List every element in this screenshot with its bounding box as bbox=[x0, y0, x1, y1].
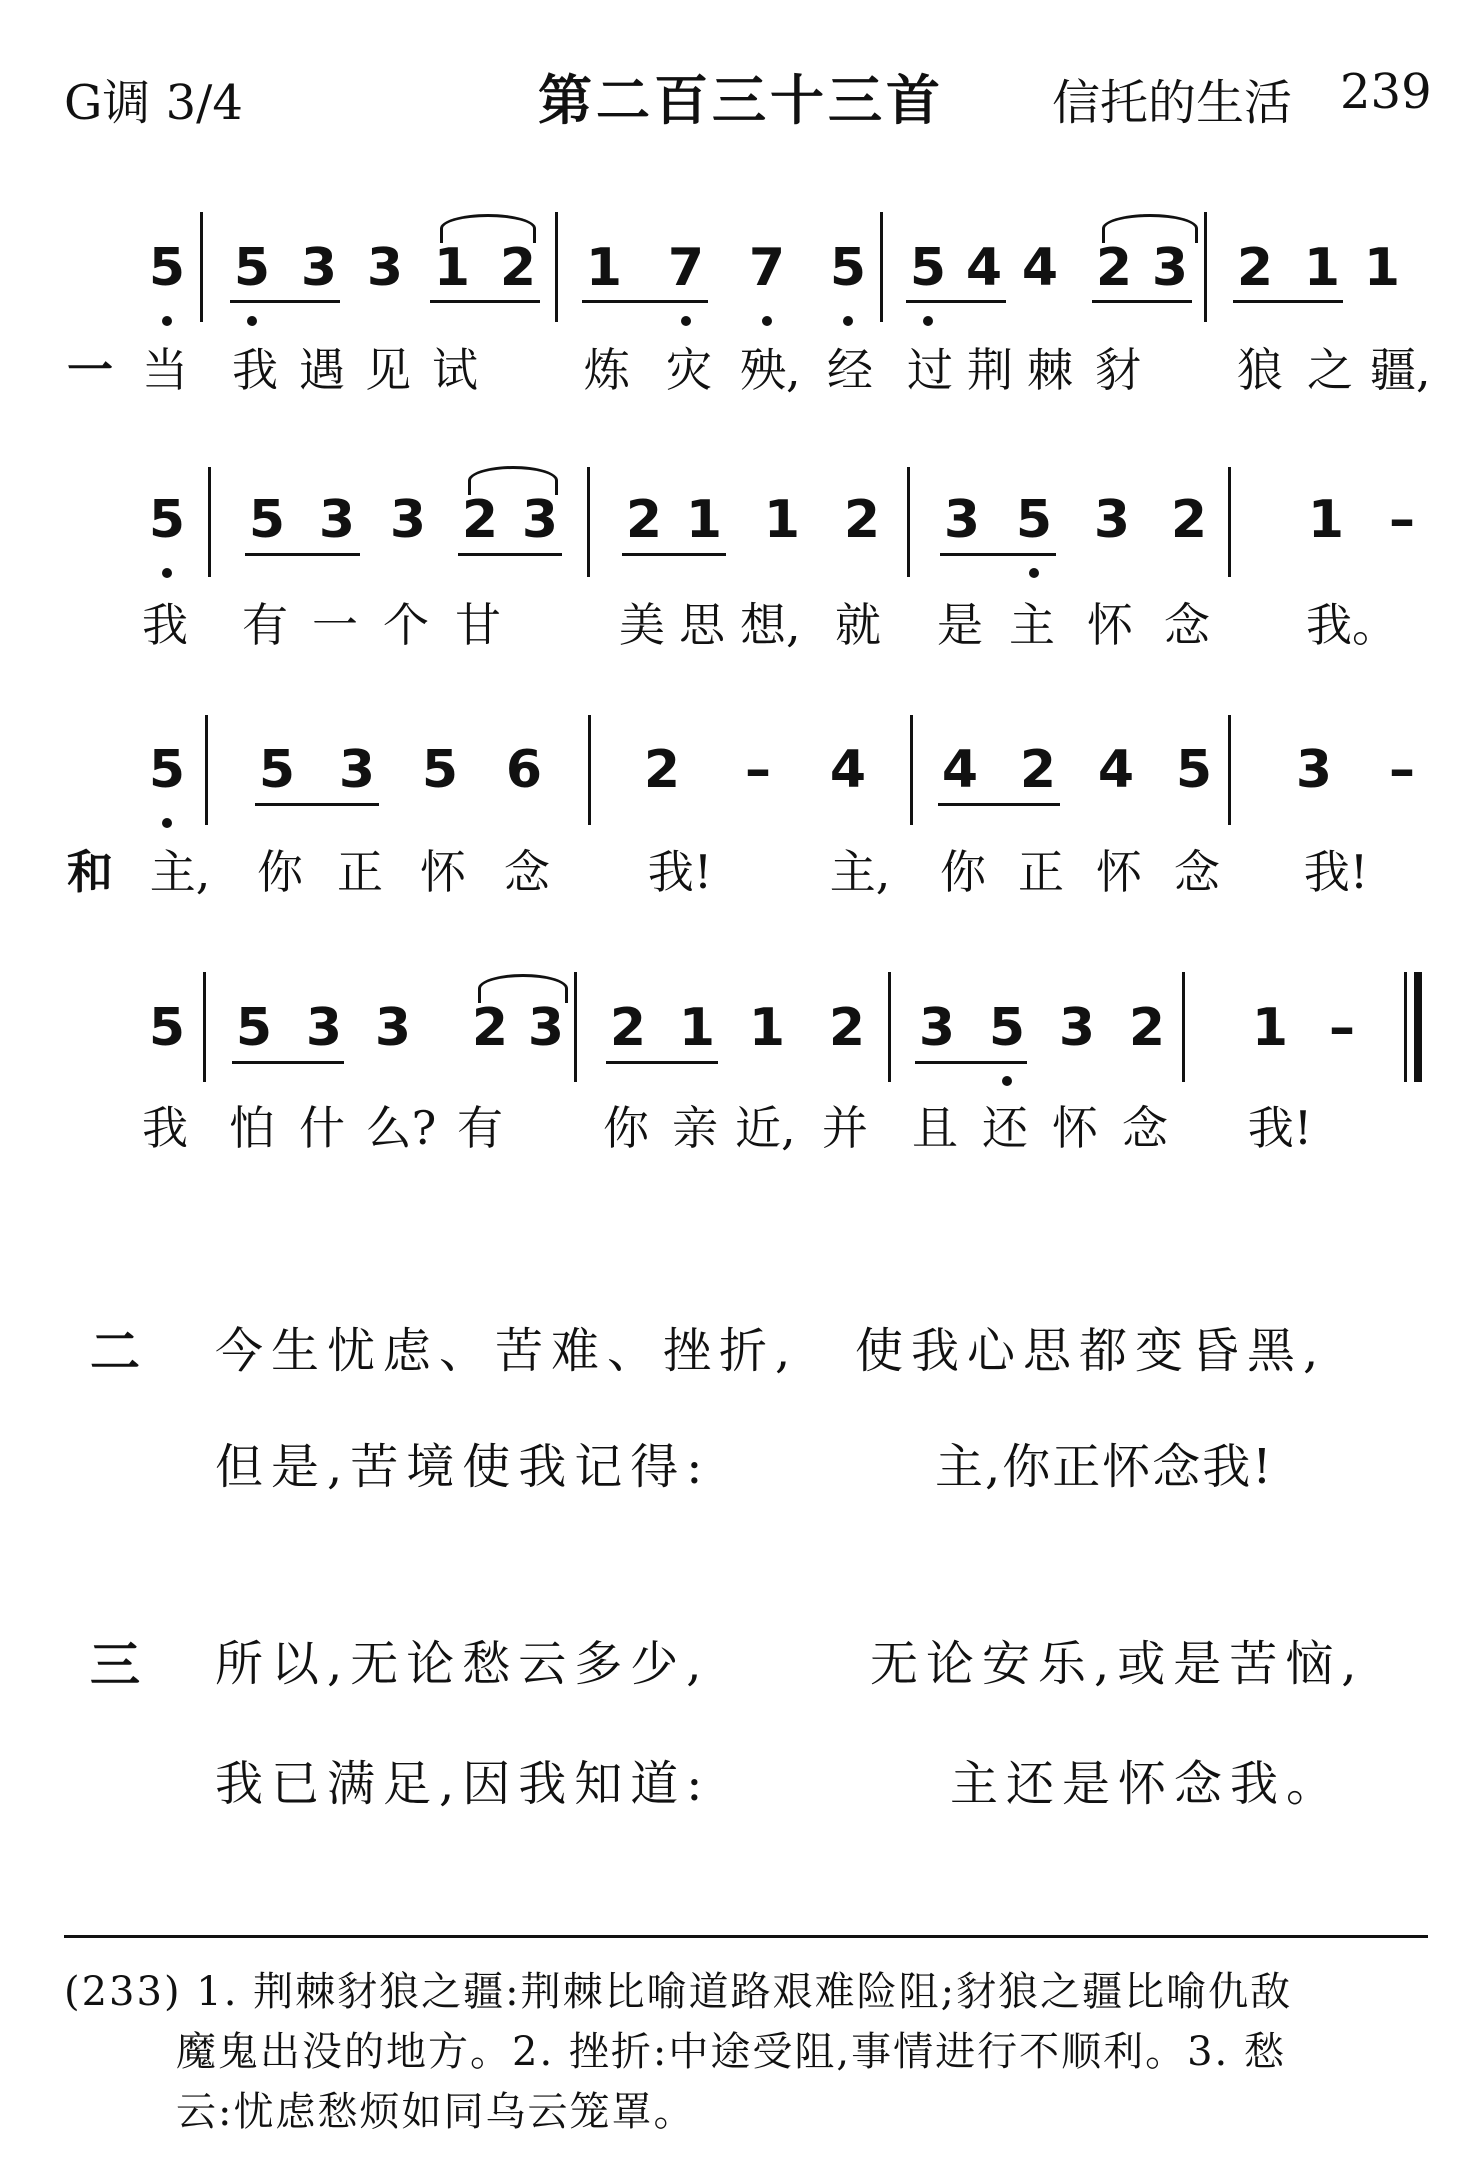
bar-line bbox=[208, 467, 211, 577]
key-time-signature: G调 3/4 bbox=[64, 75, 243, 131]
note: 1 bbox=[585, 238, 623, 298]
hymn-category: 信托的生活 bbox=[1052, 75, 1293, 131]
slur bbox=[1102, 214, 1198, 243]
note: 5 bbox=[148, 740, 186, 800]
lyric: 我! bbox=[1247, 1101, 1313, 1155]
lyric: 炼 bbox=[584, 343, 630, 397]
verse-line: 使我心思都变昏黑, bbox=[855, 1323, 1327, 1379]
lyric: 就 bbox=[835, 598, 881, 652]
note: 1 bbox=[433, 238, 471, 298]
note: 2 bbox=[1170, 490, 1208, 550]
bar-line bbox=[200, 212, 203, 322]
note: 2 bbox=[843, 490, 881, 550]
lyric: 当 bbox=[142, 343, 188, 397]
bar-line bbox=[910, 715, 913, 825]
note: 3 bbox=[1151, 238, 1189, 298]
note: 5 bbox=[421, 740, 459, 800]
note: 5 bbox=[829, 238, 867, 298]
lower-octave-dot bbox=[162, 818, 172, 828]
hymn-title: 第二百三十三首 bbox=[538, 69, 944, 132]
verse-number: 二 bbox=[90, 1323, 140, 1381]
lyric: 我。 bbox=[1306, 598, 1398, 652]
note: 3 bbox=[1058, 998, 1096, 1058]
lyric: 疆, bbox=[1370, 343, 1431, 397]
lyric: 并 bbox=[822, 1101, 868, 1155]
note: 3 bbox=[318, 490, 356, 550]
note: 4 bbox=[1097, 740, 1135, 800]
final-bar-thick bbox=[1414, 972, 1422, 1082]
lyric: 个 bbox=[383, 598, 429, 652]
bar-line bbox=[1228, 467, 1231, 577]
verse-line: 无论安乐,或是苦恼, bbox=[870, 1636, 1365, 1692]
lyric: 我 bbox=[142, 1101, 188, 1155]
lyric: 念 bbox=[1174, 845, 1220, 899]
note: 5 bbox=[248, 490, 286, 550]
note: 3 bbox=[918, 998, 956, 1058]
footnote-divider bbox=[64, 1935, 1428, 1938]
beam bbox=[938, 803, 1060, 806]
dash: – bbox=[1329, 998, 1355, 1058]
lyric: 荆 bbox=[967, 343, 1013, 397]
lyric: 是 bbox=[937, 598, 983, 652]
note: 1 bbox=[1363, 238, 1401, 298]
note: 7 bbox=[748, 238, 786, 298]
lower-octave-dot bbox=[247, 316, 257, 326]
bar-line bbox=[574, 972, 577, 1082]
note: 3 bbox=[1093, 490, 1131, 550]
note: 1 bbox=[1251, 998, 1289, 1058]
note: 3 bbox=[338, 740, 376, 800]
note: 5 bbox=[258, 740, 296, 800]
note: 7 bbox=[667, 238, 705, 298]
lyric: 棘 bbox=[1027, 343, 1073, 397]
lyric: 想, bbox=[740, 598, 801, 652]
note: 4 bbox=[1021, 238, 1059, 298]
lower-octave-dot bbox=[923, 316, 933, 326]
footnote-line: 魔鬼出没的地方。2. 挫折:中途受阻,事情进行不顺利。3. 愁 bbox=[176, 2029, 1286, 2075]
note: 5 bbox=[148, 490, 186, 550]
note: 3 bbox=[527, 998, 565, 1058]
note: 2 bbox=[643, 740, 681, 800]
verse-number: 三 bbox=[90, 1636, 140, 1694]
lyric: 试 bbox=[432, 343, 478, 397]
lyric: 我! bbox=[1303, 845, 1369, 899]
bar-line bbox=[203, 972, 206, 1082]
note: 5 bbox=[233, 238, 271, 298]
lyric: 念 bbox=[1122, 1101, 1168, 1155]
final-bar-thin bbox=[1404, 972, 1407, 1082]
note: 1 bbox=[748, 998, 786, 1058]
lyric: 怀 bbox=[420, 845, 466, 899]
beam bbox=[582, 300, 708, 303]
page-number: 239 bbox=[1340, 64, 1432, 120]
note: 4 bbox=[829, 740, 867, 800]
lyric: 主, bbox=[829, 845, 891, 899]
lyric: 一 bbox=[312, 598, 358, 652]
note: 2 bbox=[625, 490, 663, 550]
lyric: 遇 bbox=[299, 343, 345, 397]
verse-line: 主,你正怀念我! bbox=[935, 1439, 1274, 1495]
beam bbox=[430, 300, 540, 303]
lower-octave-dot bbox=[843, 316, 853, 326]
lyric: 近, bbox=[735, 1101, 796, 1155]
beam bbox=[940, 553, 1056, 556]
lower-octave-dot bbox=[762, 316, 772, 326]
lyric: 正 bbox=[1018, 845, 1064, 899]
slur bbox=[440, 214, 536, 243]
footnote-line: (233) 1. 荆棘豺狼之疆:荆棘比喻道路艰难险阻;豺狼之疆比喻仇敌 bbox=[64, 1969, 1293, 2015]
note: 5 bbox=[1175, 740, 1213, 800]
note: 1 bbox=[685, 490, 723, 550]
note: 3 bbox=[366, 238, 404, 298]
lyric: 过 bbox=[907, 343, 953, 397]
lyric: 经 bbox=[827, 343, 873, 397]
lyric: 我 bbox=[142, 598, 188, 652]
verse-line: 主还是怀念我。 bbox=[950, 1756, 1343, 1812]
lyric: 有 bbox=[457, 1101, 503, 1155]
lyric: 你 bbox=[940, 845, 986, 899]
lyric: 我! bbox=[647, 845, 713, 899]
lyric: 怀 bbox=[1087, 598, 1133, 652]
note: 2 bbox=[1019, 740, 1057, 800]
lyric: 念 bbox=[1164, 598, 1210, 652]
note: 2 bbox=[471, 998, 509, 1058]
lyric: 主 bbox=[1009, 598, 1055, 652]
bar-line bbox=[1182, 972, 1185, 1082]
note: 2 bbox=[828, 998, 866, 1058]
lyric: 美 bbox=[619, 598, 665, 652]
lyric: 我 bbox=[232, 343, 278, 397]
bar-line bbox=[888, 972, 891, 1082]
bar-line bbox=[880, 212, 883, 322]
lower-octave-dot bbox=[681, 316, 691, 326]
lower-octave-dot bbox=[1002, 1076, 1012, 1086]
bar-line bbox=[555, 212, 558, 322]
note: 5 bbox=[235, 998, 273, 1058]
beam bbox=[606, 1061, 718, 1064]
bar-line bbox=[205, 715, 208, 825]
beam bbox=[458, 553, 562, 556]
lyric: 之 bbox=[1307, 343, 1353, 397]
slur bbox=[478, 974, 568, 1003]
note: 3 bbox=[374, 998, 412, 1058]
note: 2 bbox=[499, 238, 537, 298]
lyric: 念 bbox=[504, 845, 550, 899]
lyric: 殃, bbox=[740, 343, 801, 397]
lyric: 狼 bbox=[1237, 343, 1283, 397]
note: 5 bbox=[909, 238, 947, 298]
beam bbox=[255, 803, 379, 806]
lyric: 主, bbox=[149, 845, 211, 899]
lyric: 思 bbox=[679, 598, 725, 652]
note: 4 bbox=[965, 238, 1003, 298]
note: 2 bbox=[609, 998, 647, 1058]
lyric: 正 bbox=[337, 845, 383, 899]
verse-line: 但是,苦境使我记得: bbox=[215, 1439, 711, 1495]
lyric: 见 bbox=[365, 343, 411, 397]
note: 3 bbox=[1295, 740, 1333, 800]
dash: – bbox=[1389, 490, 1415, 550]
chorus-marker: 和 bbox=[67, 845, 113, 899]
lyric: 还 bbox=[982, 1101, 1028, 1155]
lower-octave-dot bbox=[1029, 568, 1039, 578]
lower-octave-dot bbox=[162, 568, 172, 578]
note: 3 bbox=[305, 998, 343, 1058]
note: 3 bbox=[521, 490, 559, 550]
beam bbox=[245, 553, 360, 556]
lyric: 豺 bbox=[1095, 343, 1141, 397]
slur bbox=[468, 466, 558, 495]
note: 5 bbox=[1015, 490, 1053, 550]
dash: – bbox=[1389, 740, 1415, 800]
lyric: 你 bbox=[257, 845, 303, 899]
note: 1 bbox=[1303, 238, 1341, 298]
note: 6 bbox=[505, 740, 543, 800]
lyric: 么? bbox=[365, 1101, 437, 1155]
bar-line bbox=[587, 467, 590, 577]
bar-line bbox=[907, 467, 910, 577]
verse-line: 所以,无论愁云多少, bbox=[215, 1636, 710, 1692]
note: 2 bbox=[461, 490, 499, 550]
note: 1 bbox=[1307, 490, 1345, 550]
beam bbox=[906, 300, 1006, 303]
lyric: 你 bbox=[603, 1101, 649, 1155]
lyric: 亲 bbox=[672, 1101, 718, 1155]
lyric: 灾 bbox=[666, 343, 712, 397]
note: 2 bbox=[1095, 238, 1133, 298]
lyric: 怀 bbox=[1096, 845, 1142, 899]
footnote-line: 云:忧虑愁烦如同乌云笼罩。 bbox=[176, 2089, 696, 2135]
verse-marker-1: 一 bbox=[67, 343, 113, 397]
lyric: 怀 bbox=[1052, 1101, 1098, 1155]
note: 2 bbox=[1128, 998, 1166, 1058]
beam bbox=[1233, 300, 1343, 303]
lyric: 且 bbox=[912, 1101, 958, 1155]
lyric: 怕 bbox=[229, 1101, 275, 1155]
dash: – bbox=[745, 740, 771, 800]
beam bbox=[622, 553, 726, 556]
verse-line: 我已满足,因我知道: bbox=[215, 1756, 711, 1812]
lower-octave-dot bbox=[162, 316, 172, 326]
verse-line: 今生忧虑、苦难、挫折, bbox=[215, 1323, 799, 1379]
note: 3 bbox=[943, 490, 981, 550]
note: 2 bbox=[1236, 238, 1274, 298]
bar-line bbox=[1228, 715, 1231, 825]
note: 3 bbox=[389, 490, 427, 550]
note: 1 bbox=[763, 490, 801, 550]
bar-line bbox=[588, 715, 591, 825]
lyric: 甘 bbox=[455, 598, 501, 652]
beam bbox=[915, 1061, 1027, 1064]
note: 1 bbox=[678, 998, 716, 1058]
bar-line bbox=[1204, 212, 1207, 322]
note: 5 bbox=[148, 998, 186, 1058]
lyric: 什 bbox=[299, 1101, 345, 1155]
note: 5 bbox=[148, 238, 186, 298]
note: 3 bbox=[300, 238, 338, 298]
beam bbox=[232, 1061, 344, 1064]
lyric: 有 bbox=[242, 598, 288, 652]
beam bbox=[1092, 300, 1192, 303]
note: 5 bbox=[988, 998, 1026, 1058]
note: 4 bbox=[941, 740, 979, 800]
beam bbox=[230, 300, 340, 303]
